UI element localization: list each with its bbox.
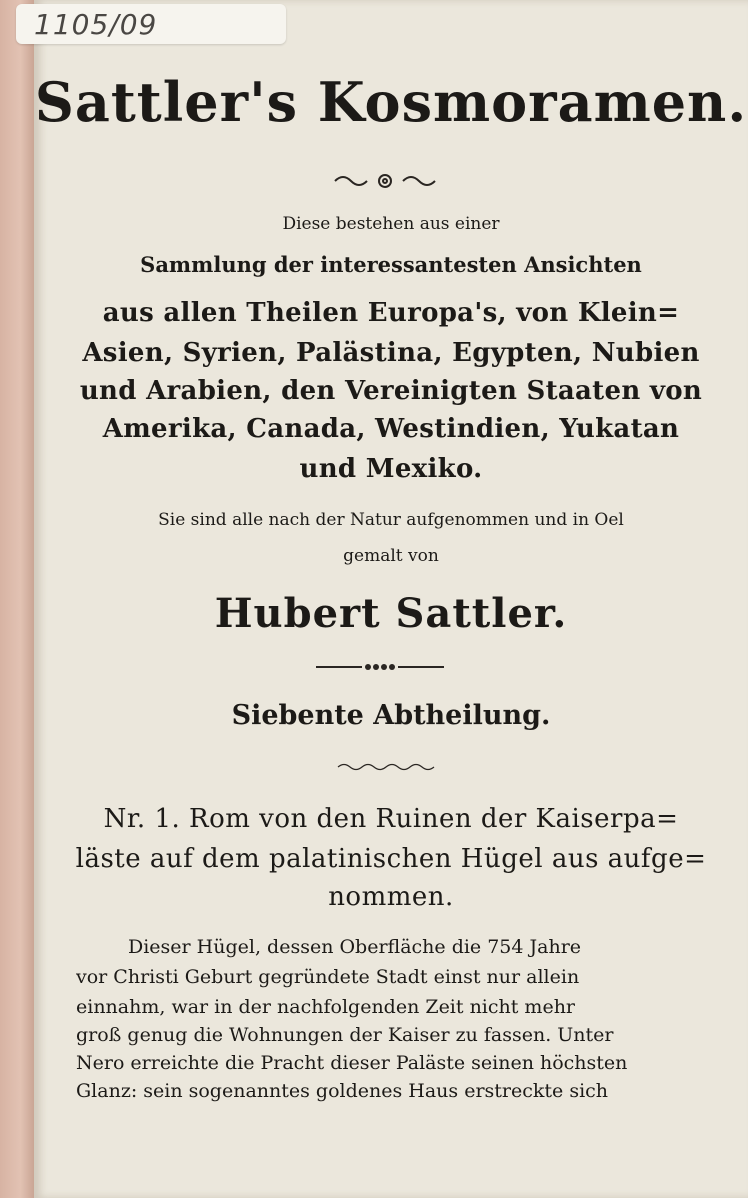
paragraph-line-5: Nero erreichte die Pracht dieser Paläste seinen höchsten bbox=[76, 1052, 628, 1074]
paragraph-line-6: Glanz: sein sogenanntes goldenes Haus erstreckte sich bbox=[76, 1080, 609, 1102]
intro-line-1: Diese bestehen aus einer bbox=[282, 214, 500, 234]
intro-line-3: aus allen Theilen Europa's, von Klein= bbox=[102, 298, 680, 328]
painted-line-1: Sie sind alle nach der Natur aufgenommen und in Oel bbox=[158, 510, 624, 530]
intro-line-6: Amerika, Canada, Westindien, Yukatan bbox=[102, 414, 680, 444]
wave-divider bbox=[336, 762, 436, 772]
intro-line-2: Sammlung der interessantesten Ansichten bbox=[140, 252, 642, 277]
paragraph-line-2: vor Christi Geburt gegründete Stadt einst nur allein bbox=[76, 966, 580, 988]
ornament-rule bbox=[314, 660, 446, 674]
section-heading: Siebente Abtheilung. bbox=[231, 700, 551, 731]
page-title: Sattler's Kosmoramen. bbox=[34, 70, 748, 134]
painted-line-2: gemalt von bbox=[343, 546, 439, 566]
paragraph-line-1: Dieser Hügel, dessen Oberfläche die 754 Jahre bbox=[128, 936, 582, 958]
entry-heading-line-3: nommen. bbox=[328, 882, 454, 912]
entry-heading-line-2: läste auf dem palatinischen Hügel aus aufge= bbox=[75, 844, 707, 874]
entry-heading-line-1: Nr. 1. Rom von den Ruinen der Kaiserpa= bbox=[103, 804, 679, 834]
intro-line-7: und Mexiko. bbox=[299, 454, 483, 484]
intro-line-5: und Arabien, den Vereinigten Staaten von bbox=[79, 376, 703, 406]
intro-line-4: Asien, Syrien, Palästina, Egypten, Nubien bbox=[82, 338, 700, 368]
ornament-divider-top bbox=[330, 172, 440, 190]
paragraph-line-4: groß genug die Wohnungen der Kaiser zu fassen. Unter bbox=[76, 1024, 614, 1046]
paragraph-line-3: einnahm, war in der nachfolgenden Zeit nicht mehr bbox=[76, 996, 576, 1018]
archive-label: 1105/09 bbox=[16, 4, 286, 44]
author-name: Hubert Sattler. bbox=[214, 590, 568, 637]
binding-edge bbox=[0, 0, 34, 1198]
